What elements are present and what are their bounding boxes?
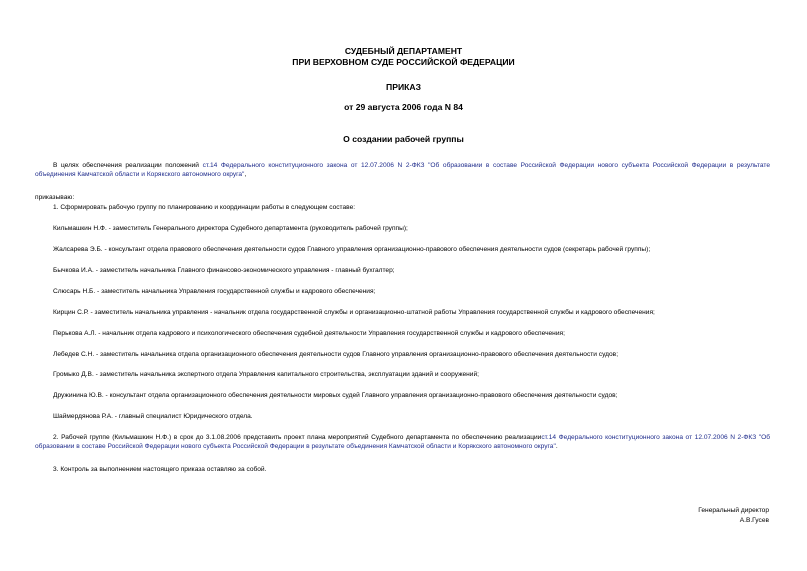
member-item: Лебедев С.Н. - заместитель начальника отдела организационного обеспечения деятельности судов Главного управления организационно-правового обеспечения деятельности судов;: [53, 351, 619, 358]
org-name-line2: ПРИ ВЕРХОВНОМ СУДЕ РОССИЙСКОЙ ФЕДЕРАЦИИ: [292, 57, 515, 67]
member-item: Перькова А.Л. - начальник отдела кадрового и психологического обеспечения судебной деятельности Управления государственной службы и кадрового обеспечения;: [53, 330, 565, 337]
item-1: 1. Сформировать рабочую группу по планированию и координации работы в следующем составе:: [53, 204, 356, 211]
preamble-text: В целях обеспечения реализации положений: [53, 162, 203, 169]
member-item: Кирцин С.Р. - заместитель начальника управления - начальник отдела государственной службы и организационно-штатной работы Управления государственной службы и кадрового обеспечения;: [53, 309, 655, 316]
item-2-text: 2. Рабочей группе (Кильмашкин Н.Ф.) в срок до 3.1.08.2006 представить проект плана мероприятий Судебного департамента по обеспечению реализации: [53, 434, 542, 441]
law-article-link[interactable]: ст.14 Федерального конституционного закона от 12.07.2006 N 2-ФКЗ "Об образовании в составе Российской Федерации нового субъекта Российской Федерации в результате объединения Камчатской области и Корякского автономного округа": [35, 434, 770, 450]
item-2-end: .: [555, 443, 558, 450]
member-item: Шаймердянова Р.А. - главный специалист Юридического отдела.: [53, 413, 253, 420]
preamble-paragraph: [35, 161, 770, 179]
document-date: от 29 августа 2006 года N 84: [344, 102, 463, 112]
law-article-link[interactable]: ст.14 Федерального конституционного закона от 12.07.2006 N 2-ФКЗ "Об образовании в составе Российской Федерации нового субъекта Российской Федерации в результате объединения Камчатской области и Корякского автономного округа": [35, 162, 770, 178]
signature-name: А.В.Гусев: [739, 517, 769, 524]
org-name-line1: СУДЕБНЫЙ ДЕПАРТАМЕНТ: [344, 46, 463, 56]
document-type: ПРИКАЗ: [386, 82, 421, 92]
member-item: Жалсарева Э.Б. - консультант отдела правового обеспечения деятельности судов Главного управления организационно-правового обеспечения деятельности судов (секретарь рабочей группы);: [53, 246, 651, 253]
member-item: Бычкова И.А. - заместитель начальника Главного финансово-экономического управления - главный бухгалтер;: [53, 267, 395, 274]
member-item: Кильмашкин Н.Ф. - заместитель Генерального директора Судебного департамента (руководитель рабочей группы);: [53, 225, 408, 232]
preamble-end: ,: [244, 171, 247, 178]
document-subject: О создании рабочей группы: [343, 134, 464, 144]
order-word: приказываю:: [35, 194, 75, 201]
signature-title: Генеральный директор: [698, 507, 769, 514]
item-3: 3. Контроль за выполнением настоящего приказа оставляю за собой.: [53, 466, 267, 473]
item-2-paragraph: [35, 433, 770, 451]
member-item: Дружинина Ю.В. - консультант отдела организационного обеспечения деятельности мировых судей Главного управления организационно-правового обеспечения деятельности судов;: [53, 392, 618, 399]
member-item: Громыко Д.В. - заместитель начальника экспертного отдела Управления капитального строительства, эксплуатации зданий и сооружений;: [53, 371, 479, 378]
member-item: Слюсарь Н.Б. - заместитель начальника Управления государственной службы и кадрового обеспечения;: [53, 288, 376, 295]
